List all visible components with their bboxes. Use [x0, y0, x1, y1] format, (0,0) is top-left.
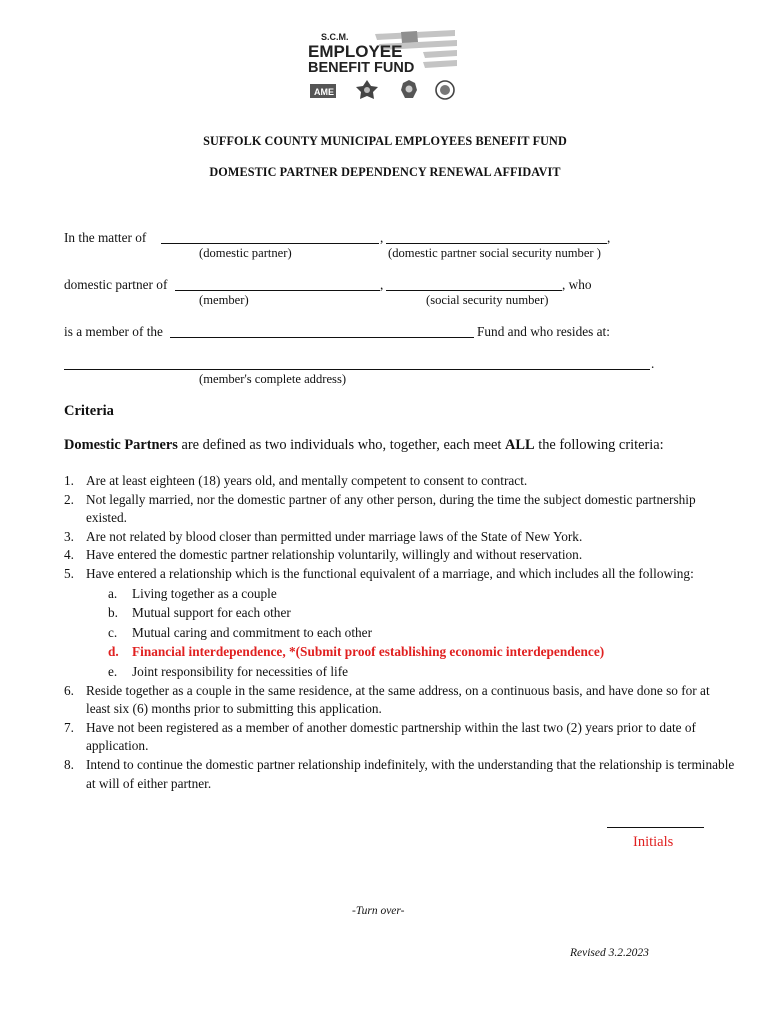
- domestic-partner-of-label: domestic partner of: [64, 277, 168, 292]
- domestic-partner-ssn-field[interactable]: [386, 243, 607, 244]
- sublist-item: c. Mutual caring and commitment to each other: [108, 624, 373, 640]
- criteria-intro: [64, 437, 664, 454]
- police-badge-icon: [401, 80, 417, 98]
- member-of-label: is a member of the: [64, 324, 163, 339]
- logo-badge-text: AME: [314, 87, 334, 97]
- in-matter-of-label: In the matter of: [64, 230, 147, 245]
- resides-at-label: Fund and who resides at:: [477, 324, 610, 339]
- fund-logo-graphic: [305, 30, 459, 104]
- turn-over-note: -Turn over-: [352, 905, 405, 917]
- row2-comma: ,: [380, 277, 384, 292]
- sheriff-star-icon: [356, 80, 378, 99]
- caption-dp-ssn: (domestic partner social security number ): [388, 246, 601, 260]
- intro-text2: the following criteria:: [534, 437, 664, 453]
- intro-all: ALL: [505, 437, 535, 453]
- county-seal-icon: [436, 81, 454, 99]
- list-item: 4. Have entered the domestic partner relationship voluntarily, willingly and without reservation.: [64, 547, 583, 563]
- initials-field[interactable]: [607, 827, 704, 828]
- sublist-item: e. Joint responsibility for necessities of life: [108, 663, 349, 679]
- caption-member: (member): [199, 293, 249, 307]
- logo-line3: BENEFIT FUND: [308, 60, 415, 76]
- list-item: 7. Have not been registered as a member of another domestic partnership within the last two (2) years prior to date of application.: [64, 719, 696, 754]
- criteria-list: [64, 472, 736, 793]
- sublist-item: b. Mutual support for each other: [108, 605, 291, 621]
- row4-period: .: [651, 356, 655, 371]
- revised-date: Revised 3.2.2023: [570, 947, 649, 959]
- list-item: 1. Are at least eighteen (18) years old, and mentally competent to consent to contract.: [64, 473, 528, 488]
- badge-icon: [310, 84, 336, 98]
- member-address-field[interactable]: [64, 369, 650, 370]
- list-item: 3. Are not related by blood closer than permitted under marriage laws of the State of New York.: [64, 528, 583, 544]
- row1-end: ,: [607, 230, 611, 245]
- sublist-item-highlighted: d. Financial interdependence, *(Submit proof establishing economic interdependence): [108, 644, 605, 660]
- criteria-sublist: [86, 584, 736, 682]
- organization-title: SUFFOLK COUNTY MUNICIPAL EMPLOYEES BENEFIT FUND: [203, 134, 567, 148]
- form-title: DOMESTIC PARTNER DEPENDENCY RENEWAL AFFIDAVIT: [209, 165, 561, 179]
- logo-line2: EMPLOYEE: [308, 42, 403, 61]
- list-item: 5. Have entered a relationship which is the functional equivalent of a marriage, and which includes all the following: a. Living together as a couple b. Mutual support for each other c. Mutual caring and commitment to each other d. Financial interdependence, *(Submit proof establishing economic interdependence) e. Joint responsibility for necessities of life: [86, 565, 736, 682]
- intro-text1: are defined as two individuals who, together, each meet: [177, 437, 505, 453]
- member-name-field[interactable]: [175, 290, 380, 291]
- fund-name-field[interactable]: [170, 337, 474, 338]
- member-ssn-field[interactable]: [386, 290, 562, 291]
- domestic-partner-name-field[interactable]: [161, 243, 379, 244]
- row2-who: , who: [562, 277, 592, 292]
- logo-line1: S.C.M.: [321, 32, 349, 42]
- caption-address: (member's complete address): [199, 372, 347, 386]
- criteria-heading: Criteria: [64, 403, 114, 419]
- caption-ssn: (social security number): [426, 293, 549, 307]
- list-item: 6. Reside together as a couple in the same residence, at the same address, on a continuous basis, and have done so for at least six (6) months prior to submitting this application.: [64, 682, 710, 717]
- fund-logo: [305, 30, 459, 104]
- sublist-item: a. Living together as a couple: [108, 585, 277, 601]
- intro-bold: Domestic Partners: [64, 437, 178, 453]
- list-item: 2. Not legally married, nor the domestic partner of any other person, during the time the subject domestic partnership existed.: [64, 491, 696, 526]
- list-item: 8. Intend to continue the domestic partner relationship indefinitely, with the understanding that the relationship is terminable at will of either partner.: [64, 756, 735, 791]
- row1-comma: ,: [380, 230, 384, 245]
- initials-label: Initials: [633, 834, 674, 850]
- caption-domestic-partner: (domestic partner): [199, 246, 292, 260]
